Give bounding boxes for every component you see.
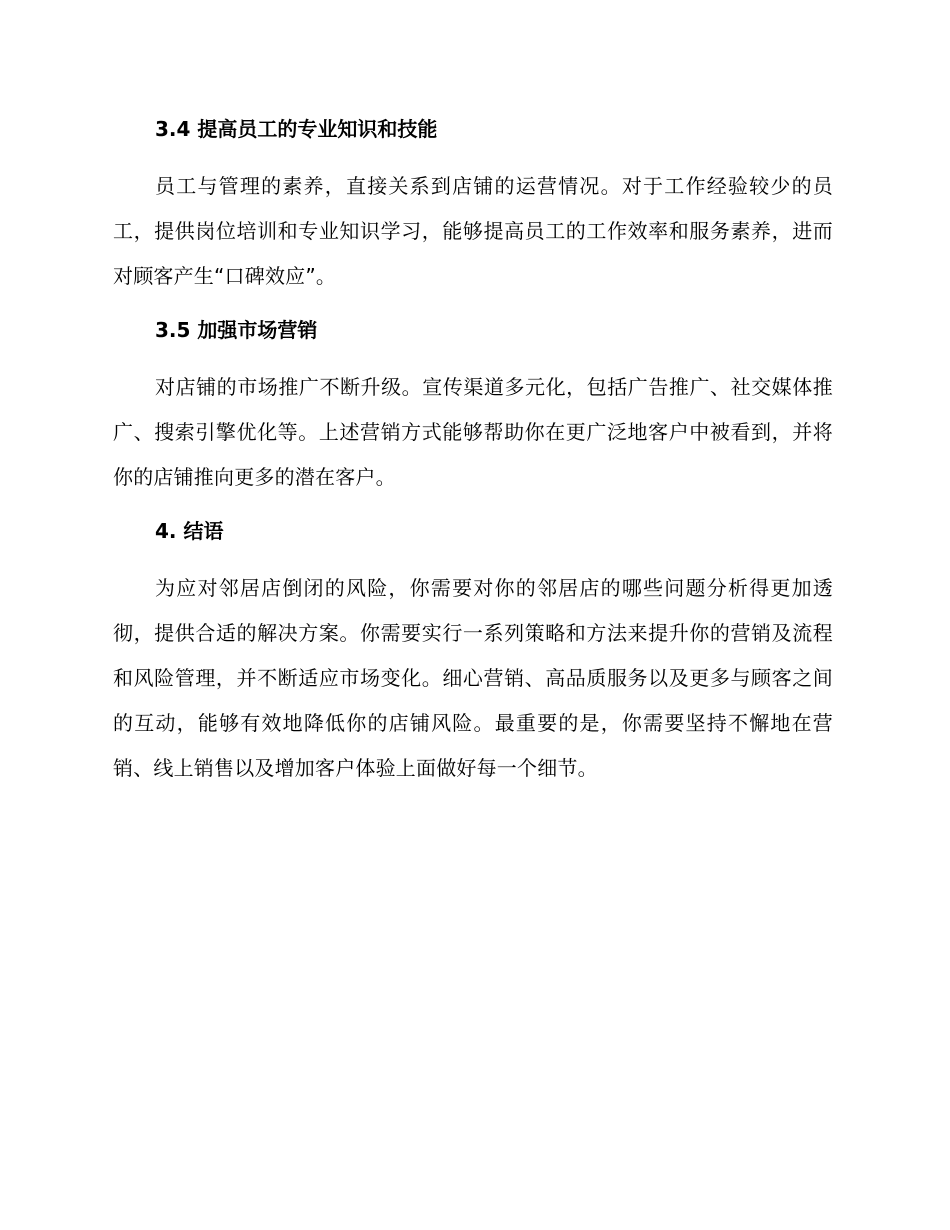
spacer [113,548,833,566]
section-heading-3-4: 3.4 提高员工的专业知识和技能 [155,117,438,141]
section-heading-3-5: 3.5 加强市场营销 [155,318,318,342]
section-heading-4: 4. 结语 [155,519,224,543]
section-paragraph-3-4: 员工与管理的素养，直接关系到店铺的运营情况。对于工作经验较少的员工，提供岗位培训和专业知识学习，能够提高员工的工作效率和服务素养，进而对顾客产生“口碑效应”。 [113,174,833,288]
section-paragraph-4: 为应对邻居店倒闭的风险，你需要对你的邻居店的哪些问题分析得更加透彻，提供合适的解决方案。你需要实行一系列策略和方法来提升你的营销及流程和风险管理，并不断适应市场变化。细心营销、高品质服务以及更多与顾客之间的互动，能够有效地降低你的店铺风险。最重要的是，你需要坚持不懈地在营销、线上销售以及增加客户体验上面做好每一个细节。 [113,576,833,780]
spacer [113,347,833,365]
spacer [113,500,833,514]
document-body [113,112,833,791]
spacer [113,299,833,313]
spacer [113,146,833,164]
section-paragraph-3-5: 对店铺的市场推广不断升级。宣传渠道多元化，包括广告推广、社交媒体推广、搜索引擎优化等。上述营销方式能够帮助你在更广泛地客户中被看到，并将你的店铺推向更多的潜在客户。 [113,375,833,489]
